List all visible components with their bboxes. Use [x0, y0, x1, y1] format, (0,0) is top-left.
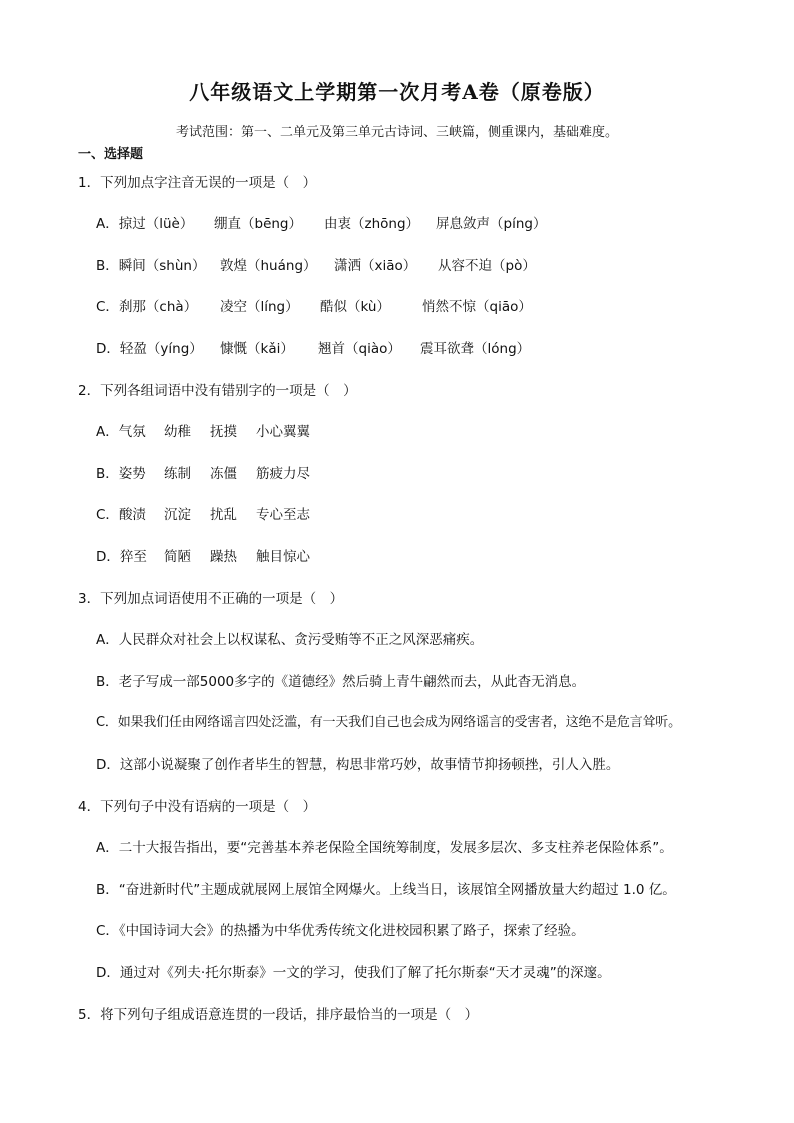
option-item: 悄然不惊（qiāo） — [422, 299, 532, 315]
option-label-text: B．姿势 — [96, 466, 146, 482]
exam-scope: 考试范围：第一、二单元及第三单元古诗词、三峡篇，侧重课内，基础难度。 — [175, 125, 618, 140]
option-item: 练制 — [164, 466, 191, 482]
option-item: 凌空（líng） — [220, 299, 299, 315]
option-row[interactable] — [96, 506, 310, 524]
option-item: 幼稚 — [164, 424, 191, 440]
option-row[interactable]: C．《中国诗词大会》的热播为中华优秀传统文化进校园积累了路子，探索了经验。 — [96, 923, 585, 939]
option-item: 沉淀 — [164, 507, 191, 523]
option-row[interactable]: D．通过对《列夫·托尔斯泰》一文的学习，使我们了解了托尔斯泰“天才灵魂”的深邃。 — [96, 965, 611, 981]
question-stem: 1．下列加点字注音无误的一项是（ ） — [78, 175, 317, 191]
section-heading: 一、选择题 — [78, 147, 144, 162]
page-title: 八年级语文上学期第一次月考A卷（原卷版） — [189, 80, 605, 104]
option-row[interactable] — [96, 423, 310, 441]
option-label-text: D．猝至 — [96, 549, 147, 565]
option-label-text: C．酸渍 — [96, 507, 146, 523]
option-row[interactable] — [96, 548, 310, 566]
option-row[interactable]: D．这部小说凝聚了创作者毕生的智慧，构思非常巧妙，故事情节抑扬顿挫，引人入胜。 — [96, 757, 620, 773]
option-item: 敦煌（huáng） — [220, 258, 317, 274]
option-label-text: C．刹那（chà） — [96, 299, 198, 315]
option-item: 从容不迫（pò） — [438, 258, 536, 274]
option-label-text: D．轻盈（yíng） — [96, 341, 203, 357]
question-stem: 2．下列各组词语中没有错别字的一项是（ ） — [78, 383, 357, 399]
option-row[interactable] — [96, 215, 546, 233]
question-stem: 4．下列句子中没有语病的一项是（ ） — [78, 799, 317, 815]
option-item: 躁热 — [210, 549, 237, 565]
option-item: 潇洒（xiāo） — [334, 258, 417, 274]
option-item: 筋疲力尽 — [256, 466, 310, 482]
option-row[interactable]: A．二十大报告指出，要“完善基本养老保险全国统筹制度，发展多层次、多支柱养老保险体系”。 — [96, 840, 673, 856]
option-row[interactable] — [96, 257, 536, 275]
option-item: 扰乱 — [210, 507, 237, 523]
option-item: 酷似（kù） — [320, 299, 390, 315]
option-item: 小心翼翼 — [256, 424, 310, 440]
option-row[interactable] — [96, 298, 532, 316]
option-item: 专心至志 — [256, 507, 310, 523]
option-label-text: B．瞬间（shùn） — [96, 258, 206, 274]
option-item: 简陋 — [164, 549, 191, 565]
option-label-text: A．气氛 — [96, 424, 146, 440]
option-item: 慷慨（kǎi） — [220, 341, 294, 357]
option-row[interactable] — [96, 340, 530, 358]
option-item: 由衷（zhōng） — [324, 216, 420, 232]
option-item: 抚摸 — [210, 424, 237, 440]
option-item: 冻僵 — [210, 466, 237, 482]
option-row[interactable]: B．“奋进新时代”主题成就展网上展馆全网爆火。上线当日，该展馆全网播放量大约超过 1.0 亿。 — [96, 882, 676, 898]
option-label-text: A．掠过（lüè） — [96, 216, 194, 232]
option-row[interactable]: A．人民群众对社会上以权谋私、贪污受贿等不正之风深恶痛疾。 — [96, 632, 484, 648]
question-stem: 3．下列加点词语使用不正确的一项是（ ） — [78, 591, 344, 607]
option-row[interactable] — [96, 465, 310, 483]
option-item: 绷直（bēng） — [214, 216, 303, 232]
option-item: 屏息敛声（píng） — [436, 216, 547, 232]
option-row[interactable]: C．如果我们任由网络谣言四处泛滥，有一天我们自己也会成为网络谣言的受害者，这绝不是危言耸听。 — [96, 715, 681, 730]
option-item: 翘首（qiào） — [318, 341, 401, 357]
option-item: 触目惊心 — [256, 549, 310, 565]
option-item: 震耳欲聋（lóng） — [420, 341, 531, 357]
option-row[interactable]: B．老子写成一部5000多字的《道德经》然后骑上青牛翩然而去，从此杳无消息。 — [96, 674, 586, 690]
question-stem: 5．将下列句子组成语意连贯的一段话，排序最恰当的一项是（ ） — [78, 1007, 479, 1023]
